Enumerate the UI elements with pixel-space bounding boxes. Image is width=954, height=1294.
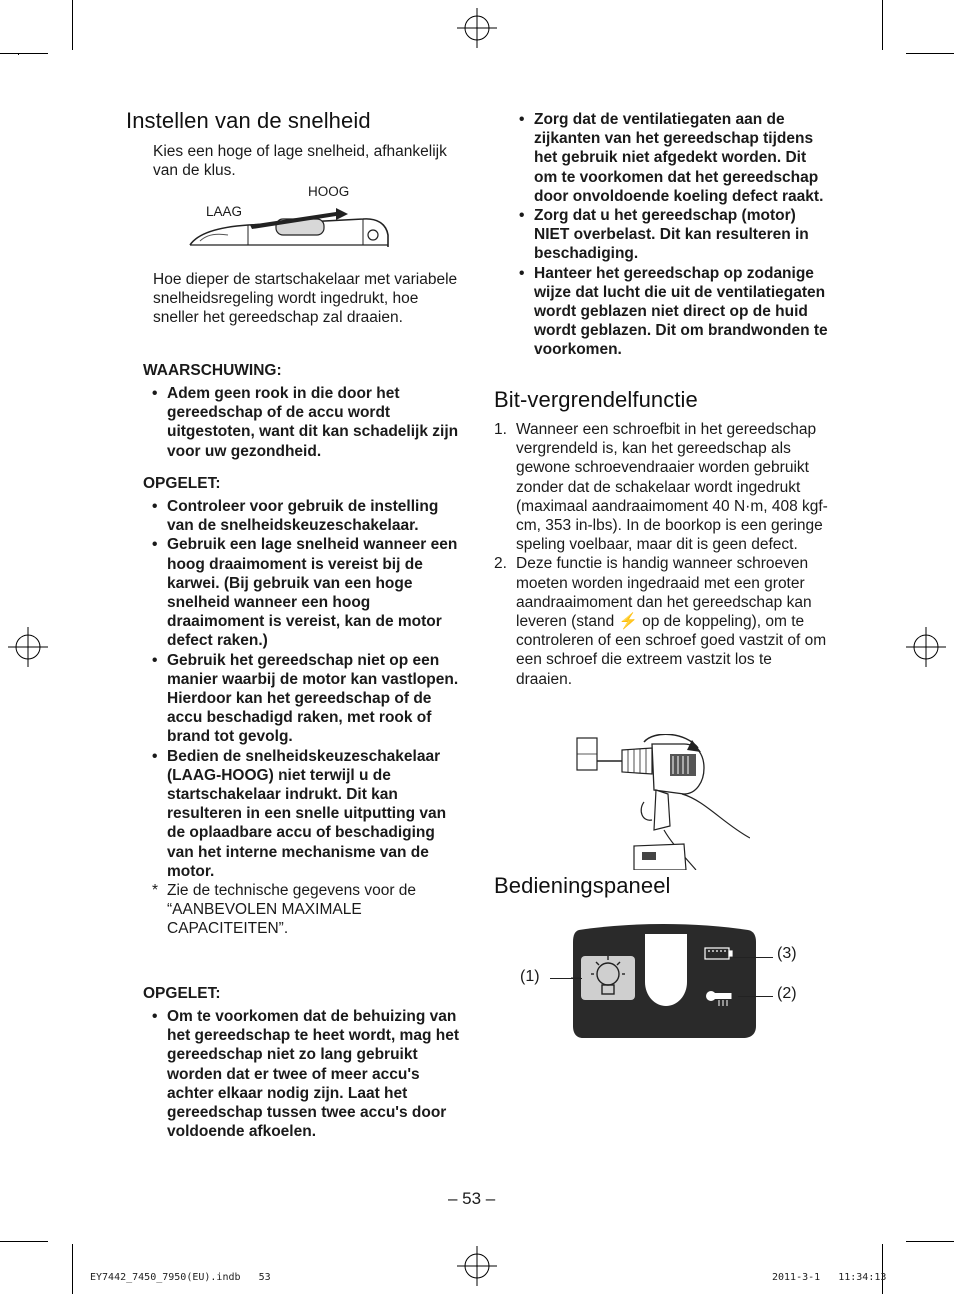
list-item: • Zorg dat de ventilatiegaten aan de zijkanten van het gereedschap tijdens het gebruik niet afgedekt worden. Dit om te voorkomen dat het gereedschap door onvoldoende koeling defect raakt. — [519, 111, 824, 205]
section-title-bit-lock: Bit-vergrendelfunctie — [494, 387, 698, 412]
crop-mark — [18, 53, 19, 55]
footer-date: 2011-3-1 11:34:13 — [772, 1272, 887, 1283]
ventilation-list — [510, 110, 832, 360]
footnote: * Zie de technische gegevens voor de “AANBEVOLEN MAXIMALE CAPACITEITEN”. — [152, 882, 417, 938]
speed-intro: Kies een hoge of lage snelheid, afhankelijk van de klus. — [153, 143, 447, 180]
crop-mark — [906, 1241, 954, 1242]
registration-mark — [906, 627, 946, 667]
registration-mark — [457, 1246, 497, 1286]
crop-mark — [0, 53, 48, 54]
label-high: HOOG — [308, 184, 350, 199]
caution-list-2 — [143, 1007, 463, 1141]
footer-file: EY7442_7450_7950(EU).indb 53 — [90, 1272, 271, 1283]
section-title-speed: Instellen van de snelheid — [126, 108, 371, 133]
caution-list — [143, 497, 463, 939]
control-panel-illustration — [571, 920, 756, 1040]
registration-mark — [457, 8, 497, 48]
registration-mark — [8, 627, 48, 667]
list-item: • Gebruik het gereedschap niet op een manier waarbij de motor kan vastlopen. Hierdoor kan het gereedschap of de accu beschadigd raken, met rook of brand tot gevolg. — [152, 651, 459, 746]
leader-line — [733, 957, 773, 958]
crop-mark — [882, 1244, 883, 1294]
speed-switch-illustration — [188, 205, 393, 251]
list-item: • Om te voorkomen dat de behuizing van het gereedschap te heet wordt, mag het gereedschap niet zo lang gebruikt worden dat er twee of meer accu's achter elkaar nodig zijn. Laat het gereedschap tussen twee accu's door voldoende afkoelen. — [152, 1008, 459, 1141]
drill-screwdriver-illustration — [574, 734, 750, 870]
crop-mark — [882, 0, 883, 50]
list-item: 1. Wanneer een schroefbit in het gereedschap vergrendeld is, kan het gereedschap als gewone schroevendraaier worden gebruikt zonder dat de schakelaar wordt ingedrukt (maximaal aandraaimoment 40 N·m, 408 kgf-cm, 353 in-lbs). In de boorkop is een geringe speling voelbaar, maar dit is geen defect. — [494, 421, 828, 554]
warning-heading: WAARSCHUWING: — [143, 362, 282, 379]
label-low: LAAG — [206, 204, 243, 219]
panel-label-3: (3) — [777, 945, 797, 962]
list-item: • Gebruik een lage snelheid wanneer een hoog draaimoment is vereist bij de karwei. (Bij gebruik van een hoge snelheid wanneer een hoog draaimoment is vereist, kan de motor defect raken.) — [152, 536, 458, 650]
panel-label-2: (2) — [777, 985, 797, 1002]
list-item: • Controleer voor gebruik de instelling van de snelheidskeuzeschakelaar. — [152, 498, 439, 535]
warning-list — [143, 384, 463, 461]
section-title-control-panel: Bedieningspaneel — [494, 873, 671, 898]
list-item: 2. Deze functie is handig wanneer schroeven moeten worden ingedraaid met een groter aandraaimoment dan het gereedschap kan leveren (stand ⚡ op de koppeling), om te controleren of een schroef goed vastzit of om een schroef die extreem vastzit los te draaien. — [494, 555, 827, 688]
crop-mark — [906, 53, 954, 54]
trigger-description: Hoe dieper de startschakelaar met variabele snelheidsregeling wordt ingedrukt, hoe sneller het gereedschap zal draaien. — [153, 271, 458, 327]
list-item: • Bedien de snelheidskeuzeschakelaar (LAAG-HOOG) niet terwijl u de startschakelaar indrukt. Dit kan resulteren in een snelle uitputting van de oplaadbare accu of beschadiging van het interne mechanisme van de motor. — [152, 747, 447, 880]
panel-label-1: (1) — [520, 968, 540, 985]
list-item: • Adem geen rook in die door het gereedschap of de accu wordt uitgestoten, want dit kan schadelijk zijn voor uw gezondheid. — [152, 385, 459, 460]
crop-mark — [72, 0, 73, 50]
crop-mark — [72, 1244, 73, 1294]
caution-heading-2: OPGELET: — [143, 985, 221, 1002]
list-item: • Zorg dat u het gereedschap (motor) NIET overbelast. Dit kan resulteren in beschadiging. — [519, 207, 809, 263]
bit-lock-list — [494, 420, 832, 689]
page-number: – 53 – — [448, 1189, 496, 1208]
list-item: • Hanteer het gereedschap op zodanige wijze dat lucht die uit de ventilatiegaten wordt geblazen niet direct op de huid wordt geblazen. Dit om brandwonden te voorkomen. — [519, 264, 828, 359]
leader-line — [738, 996, 773, 997]
crop-mark — [0, 1241, 48, 1242]
caution-heading: OPGELET: — [143, 475, 221, 492]
leader-line — [550, 978, 582, 979]
